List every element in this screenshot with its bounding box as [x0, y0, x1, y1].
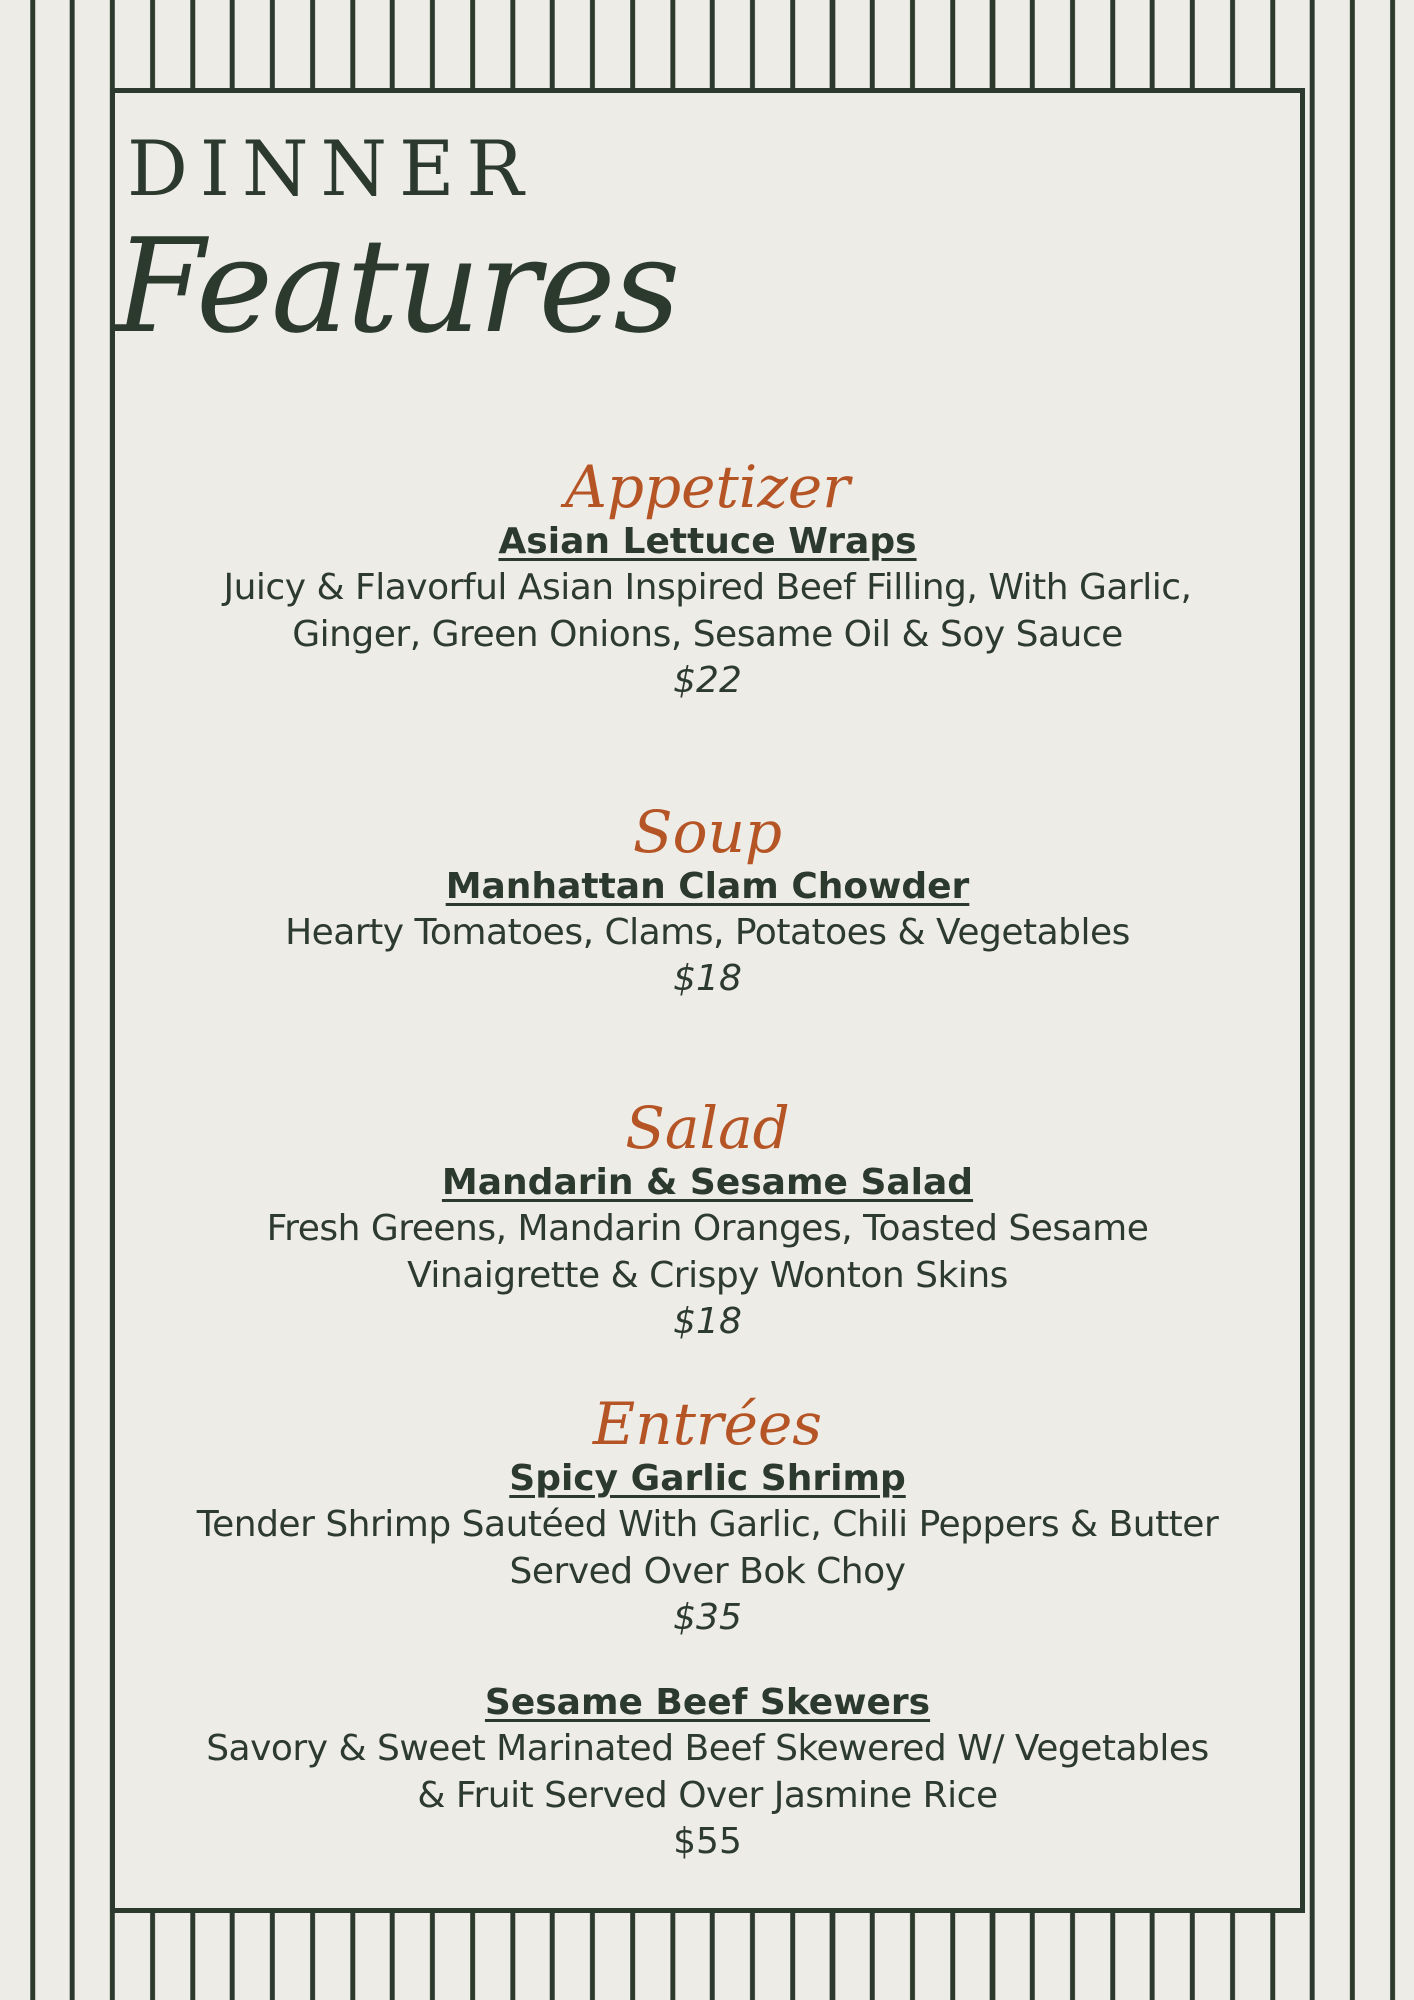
item-description-line: Tender Shrimp Sautéed With Garlic, Chili Peppers & Butter — [196, 1504, 1219, 1545]
section-title: Appetizer — [565, 453, 850, 521]
item-description-line: Hearty Tomatoes, Clams, Potatoes & Vegetables — [285, 912, 1130, 953]
item-description-line: Ginger, Green Onions, Sesame Oil & Soy Sauce — [292, 614, 1123, 655]
item-price: $18 — [673, 1301, 742, 1342]
section-title: Salad — [625, 1094, 790, 1162]
section-title: Soup — [632, 798, 783, 866]
item-name: Mandarin & Sesame Salad — [441, 1162, 974, 1203]
item-description-line: Vinaigrette & Crispy Wonton Skins — [407, 1255, 1008, 1296]
item-price: $18 — [673, 958, 742, 999]
item-name: Sesame Beef Skewers — [484, 1682, 931, 1723]
item-price: $55 — [673, 1821, 742, 1862]
menu-item — [115, 520, 1300, 704]
item-name: Spicy Garlic Shrimp — [509, 1458, 906, 1499]
menu-panel — [110, 88, 1305, 1913]
menu-title: DINNER — [127, 124, 536, 213]
section-appetizer — [115, 453, 1300, 704]
item-price: $22 — [673, 660, 742, 701]
item-name: Manhattan Clam Chowder — [445, 866, 970, 907]
menu-item — [115, 1457, 1300, 1641]
item-price: $35 — [673, 1597, 742, 1638]
item-name: Asian Lettuce Wraps — [498, 521, 917, 562]
menu-item — [115, 1681, 1300, 1865]
section-soup — [115, 798, 1300, 1002]
item-description-line: Savory & Sweet Marinated Beef Skewered W/ Vegetables — [206, 1728, 1209, 1769]
item-description-line: & Fruit Served Over Jasmine Rice — [417, 1775, 998, 1816]
item-description-line: Fresh Greens, Mandarin Oranges, Toasted Sesame — [266, 1208, 1149, 1249]
menu-subtitle: Features — [115, 210, 679, 362]
section-entrees — [115, 1390, 1300, 1865]
section-title: Entrées — [592, 1390, 823, 1458]
section-salad — [115, 1094, 1300, 1345]
menu-item — [115, 1161, 1300, 1345]
item-description-line: Served Over Bok Choy — [509, 1551, 906, 1592]
menu-item — [115, 865, 1300, 1002]
item-description-line: Juicy & Flavorful Asian Inspired Beef Filling, With Garlic, — [223, 567, 1192, 608]
